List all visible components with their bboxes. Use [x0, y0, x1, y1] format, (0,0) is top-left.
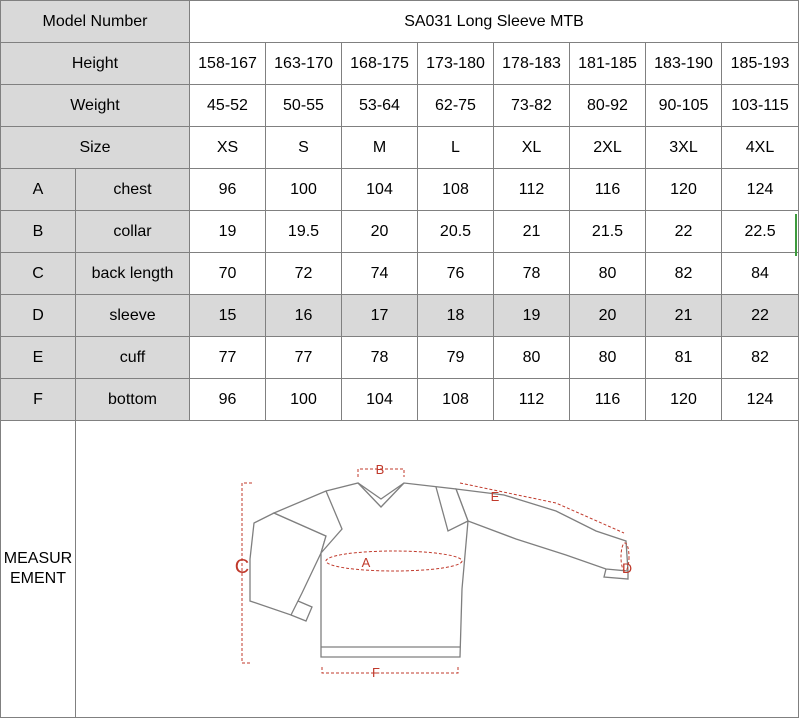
label-e: E: [490, 489, 500, 504]
measure-value: 22.5: [722, 211, 799, 253]
measure-value: 100: [266, 379, 342, 421]
size-cell: 3XL: [646, 127, 722, 169]
height-cell: 173-180: [418, 43, 494, 85]
weight-cell: 103-115: [722, 85, 799, 127]
measure-value: 22: [646, 211, 722, 253]
size-label: Size: [1, 127, 190, 169]
label-b: B: [375, 462, 385, 477]
size-cell: L: [418, 127, 494, 169]
height-cell: 163-170: [266, 43, 342, 85]
label-f: F: [372, 665, 380, 680]
table-row: [1, 169, 799, 211]
table-row: [1, 379, 799, 421]
measure-value: 120: [646, 169, 722, 211]
measure-value: 108: [418, 379, 494, 421]
size-cell: XL: [494, 127, 570, 169]
height-cell: 158-167: [190, 43, 266, 85]
measure-name: cuff: [76, 337, 190, 379]
measure-value: 116: [570, 169, 646, 211]
measurement-label: [1, 421, 76, 718]
measure-name: back length: [76, 253, 190, 295]
measure-value: 100: [266, 169, 342, 211]
measure-code: C: [1, 253, 76, 295]
measure-value: 21: [646, 295, 722, 337]
height-cell: 183-190: [646, 43, 722, 85]
measure-value: 79: [418, 337, 494, 379]
measure-value: 112: [494, 379, 570, 421]
measure-value: 70: [190, 253, 266, 295]
jersey-outline: [250, 483, 628, 657]
measure-value: 21: [494, 211, 570, 253]
height-cell: 181-185: [570, 43, 646, 85]
measurement-diagram-cell: [76, 421, 799, 718]
weight-cell: 62-75: [418, 85, 494, 127]
measure-value: 81: [646, 337, 722, 379]
measure-value: 21.5: [570, 211, 646, 253]
measure-value: 15: [190, 295, 266, 337]
measure-name: bottom: [76, 379, 190, 421]
measure-code: F: [1, 379, 76, 421]
measure-value: 74: [342, 253, 418, 295]
measure-value: 72: [266, 253, 342, 295]
height-label: Height: [1, 43, 190, 85]
measure-name: sleeve: [76, 295, 190, 337]
label-c: C: [234, 556, 250, 578]
measure-value: 124: [722, 169, 799, 211]
model-number-value: SA031 Long Sleeve MTB: [190, 1, 799, 43]
measure-value: 22: [722, 295, 799, 337]
measure-value: 78: [342, 337, 418, 379]
size-cell: 4XL: [722, 127, 799, 169]
height-cell: 178-183: [494, 43, 570, 85]
measure-value: 120: [646, 379, 722, 421]
size-cell: S: [266, 127, 342, 169]
size-cell: M: [342, 127, 418, 169]
measure-value: 108: [418, 169, 494, 211]
measure-value: 124: [722, 379, 799, 421]
weight-cell: 45-52: [190, 85, 266, 127]
measure-value: 80: [570, 337, 646, 379]
measure-value: 76: [418, 253, 494, 295]
measure-value: 19: [494, 295, 570, 337]
measure-code: D: [1, 295, 76, 337]
measure-value: 17: [342, 295, 418, 337]
table-row: [1, 337, 799, 379]
measure-name: chest: [76, 169, 190, 211]
model-number-label: Model Number: [1, 1, 190, 43]
measure-code: B: [1, 211, 76, 253]
jersey-measurement-diagram: [76, 421, 798, 717]
weight-cell: 80-92: [570, 85, 646, 127]
measure-value: 104: [342, 379, 418, 421]
measure-value: 104: [342, 169, 418, 211]
weight-cell: 73-82: [494, 85, 570, 127]
measure-value: 19.5: [266, 211, 342, 253]
label-a: A: [361, 555, 371, 570]
measure-value: 82: [722, 337, 799, 379]
measure-value: 112: [494, 169, 570, 211]
measure-value: 80: [494, 337, 570, 379]
measure-value: 77: [266, 337, 342, 379]
table-row: [1, 253, 799, 295]
measure-value: 16: [266, 295, 342, 337]
measure-code: E: [1, 337, 76, 379]
measure-value: 84: [722, 253, 799, 295]
table-row: [1, 295, 799, 337]
measurement-label-line1: MEASUR: [3, 550, 73, 567]
measure-value: 96: [190, 379, 266, 421]
measure-value: 20: [342, 211, 418, 253]
height-cell: 185-193: [722, 43, 799, 85]
measure-value: 78: [494, 253, 570, 295]
size-cell: 2XL: [570, 127, 646, 169]
measure-name: collar: [76, 211, 190, 253]
table-row: [1, 211, 799, 253]
size-cell: XS: [190, 127, 266, 169]
weight-cell: 53-64: [342, 85, 418, 127]
measurement-label-line2: EMENT: [10, 570, 66, 587]
measure-value: 20.5: [418, 211, 494, 253]
measure-code: A: [1, 169, 76, 211]
measure-value: 18: [418, 295, 494, 337]
height-cell: 168-175: [342, 43, 418, 85]
weight-label: Weight: [1, 85, 190, 127]
measure-value: 20: [570, 295, 646, 337]
measure-value: 77: [190, 337, 266, 379]
cell-selection-marker: [795, 214, 797, 256]
measure-value: 80: [570, 253, 646, 295]
measure-value: 96: [190, 169, 266, 211]
weight-cell: 90-105: [646, 85, 722, 127]
measure-value: 116: [570, 379, 646, 421]
label-d: D: [621, 560, 633, 576]
weight-cell: 50-55: [266, 85, 342, 127]
measure-value: 82: [646, 253, 722, 295]
measure-value: 19: [190, 211, 266, 253]
